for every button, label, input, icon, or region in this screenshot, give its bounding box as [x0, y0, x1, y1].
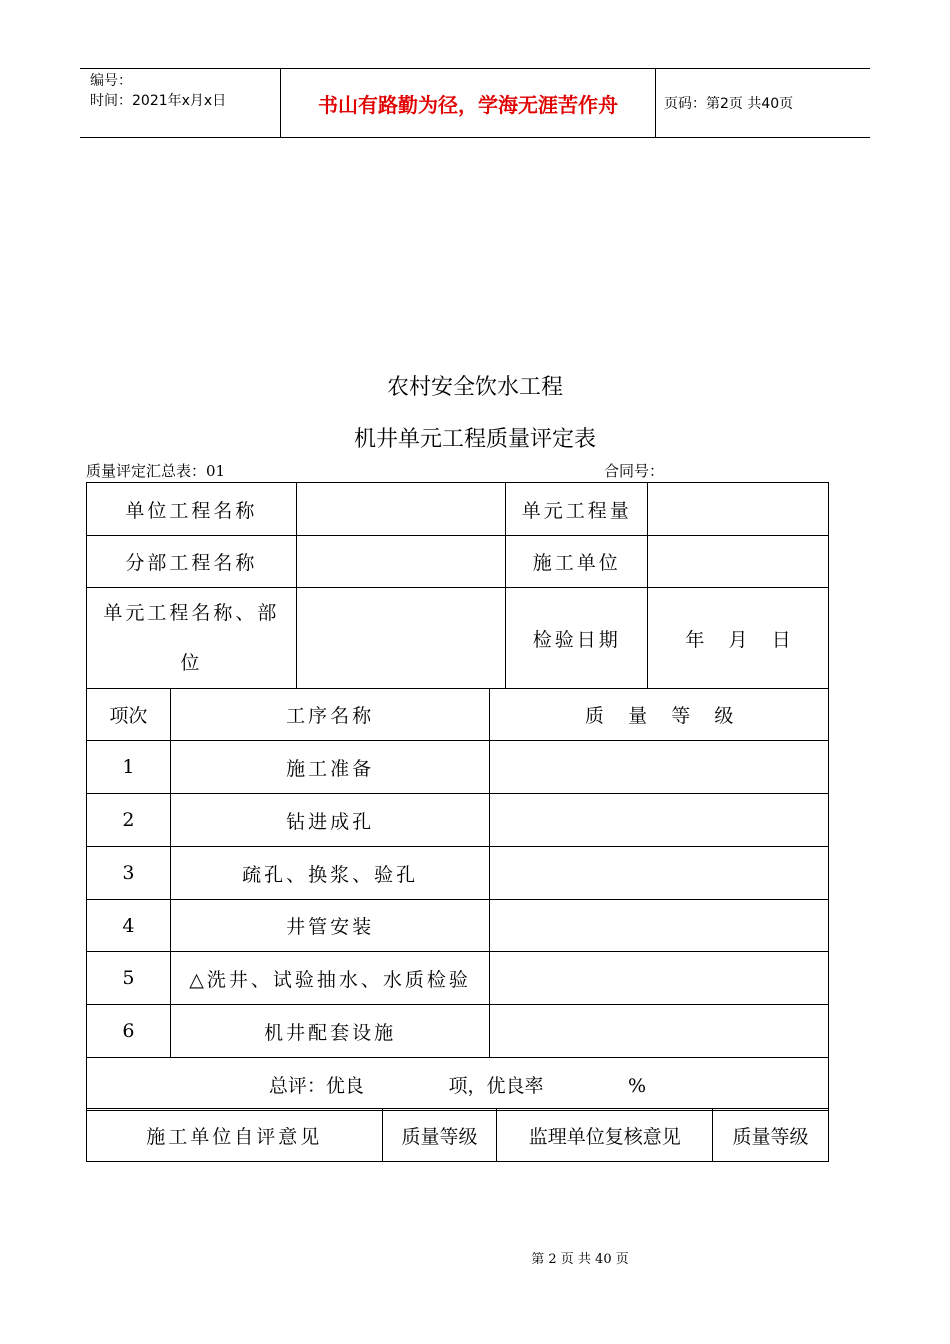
summary-table-number: 质量评定汇总表：01	[86, 462, 226, 480]
contractor-self-eval-label: 施工单位自评意见	[87, 1109, 383, 1162]
row-no: 6	[87, 1005, 171, 1058]
row-grade	[490, 900, 829, 952]
row-no: 3	[87, 847, 171, 900]
row-grade	[490, 794, 829, 847]
element-label-line2: 位	[180, 652, 203, 674]
inspection-date-label: 检验日期	[506, 588, 648, 689]
row-no: 4	[87, 900, 171, 952]
unit-project-value	[296, 483, 506, 536]
document-header	[80, 68, 870, 138]
process-table	[86, 688, 829, 1111]
header-process-name: 工序名称	[170, 689, 489, 741]
table-row	[87, 900, 829, 952]
row-grade	[490, 741, 829, 794]
contract-number-label: 合同号：	[604, 462, 665, 480]
row-no: 1	[87, 741, 171, 794]
unit-quantity-value	[648, 483, 829, 536]
header-meta	[80, 69, 280, 137]
row-no: 2	[87, 794, 171, 847]
element-label-line1: 单元工程名称、部	[103, 602, 280, 624]
header-item-no: 项次	[87, 689, 171, 741]
row-process-name: 井管安装	[170, 900, 489, 952]
contractor-value	[648, 536, 829, 588]
row-process-name: 机井配套设施	[170, 1005, 489, 1058]
row-process-name: △洗井、试验抽水、水质检验	[170, 952, 489, 1005]
header-page-info: 页码：第2页 共40页	[664, 96, 794, 112]
table-row	[87, 952, 829, 1005]
element-value	[296, 588, 506, 689]
quality-grade-label-1: 质量等级	[382, 1109, 497, 1162]
unit-project-label: 单位工程名称	[87, 483, 297, 536]
header-quality-grade: 质 量 等 级	[490, 689, 829, 741]
element-label	[87, 588, 297, 689]
info-table	[86, 482, 829, 689]
header-motto: 书山有路勤为径，学海无涯苦作舟	[280, 69, 656, 137]
row-process-name: 施工准备	[170, 741, 489, 794]
opinions-table	[86, 1108, 829, 1162]
title-line2: 机井单元工程质量评定表	[353, 427, 596, 452]
inspection-date-value: 年 月 日	[648, 588, 829, 689]
division-label: 分部工程名称	[87, 536, 297, 588]
table-row	[87, 794, 829, 847]
row-grade	[490, 847, 829, 900]
supervisor-review-label: 监理单位复核意见	[497, 1109, 713, 1162]
time-label: 时间：2021年x月x日	[90, 93, 227, 109]
table-row	[87, 741, 829, 794]
table-row	[87, 1005, 829, 1058]
page-footer: 第 2 页 共 40 页	[531, 1252, 629, 1267]
overall-evaluation: 总评：优良 项，优良率 %	[87, 1058, 829, 1111]
row-grade	[490, 1005, 829, 1058]
quality-grade-label-2: 质量等级	[713, 1109, 829, 1162]
unit-quantity-label: 单元工程量	[506, 483, 648, 536]
contractor-label: 施工单位	[506, 536, 648, 588]
number-label: 编号：	[90, 73, 132, 89]
row-grade	[490, 952, 829, 1005]
row-no: 5	[87, 952, 171, 1005]
title-line1: 农村安全饮水工程	[386, 375, 563, 400]
row-process-name: 钻进成孔	[170, 794, 489, 847]
row-process-name: 疏孔、换浆、验孔	[170, 847, 489, 900]
division-value	[296, 536, 506, 588]
table-row	[87, 847, 829, 900]
